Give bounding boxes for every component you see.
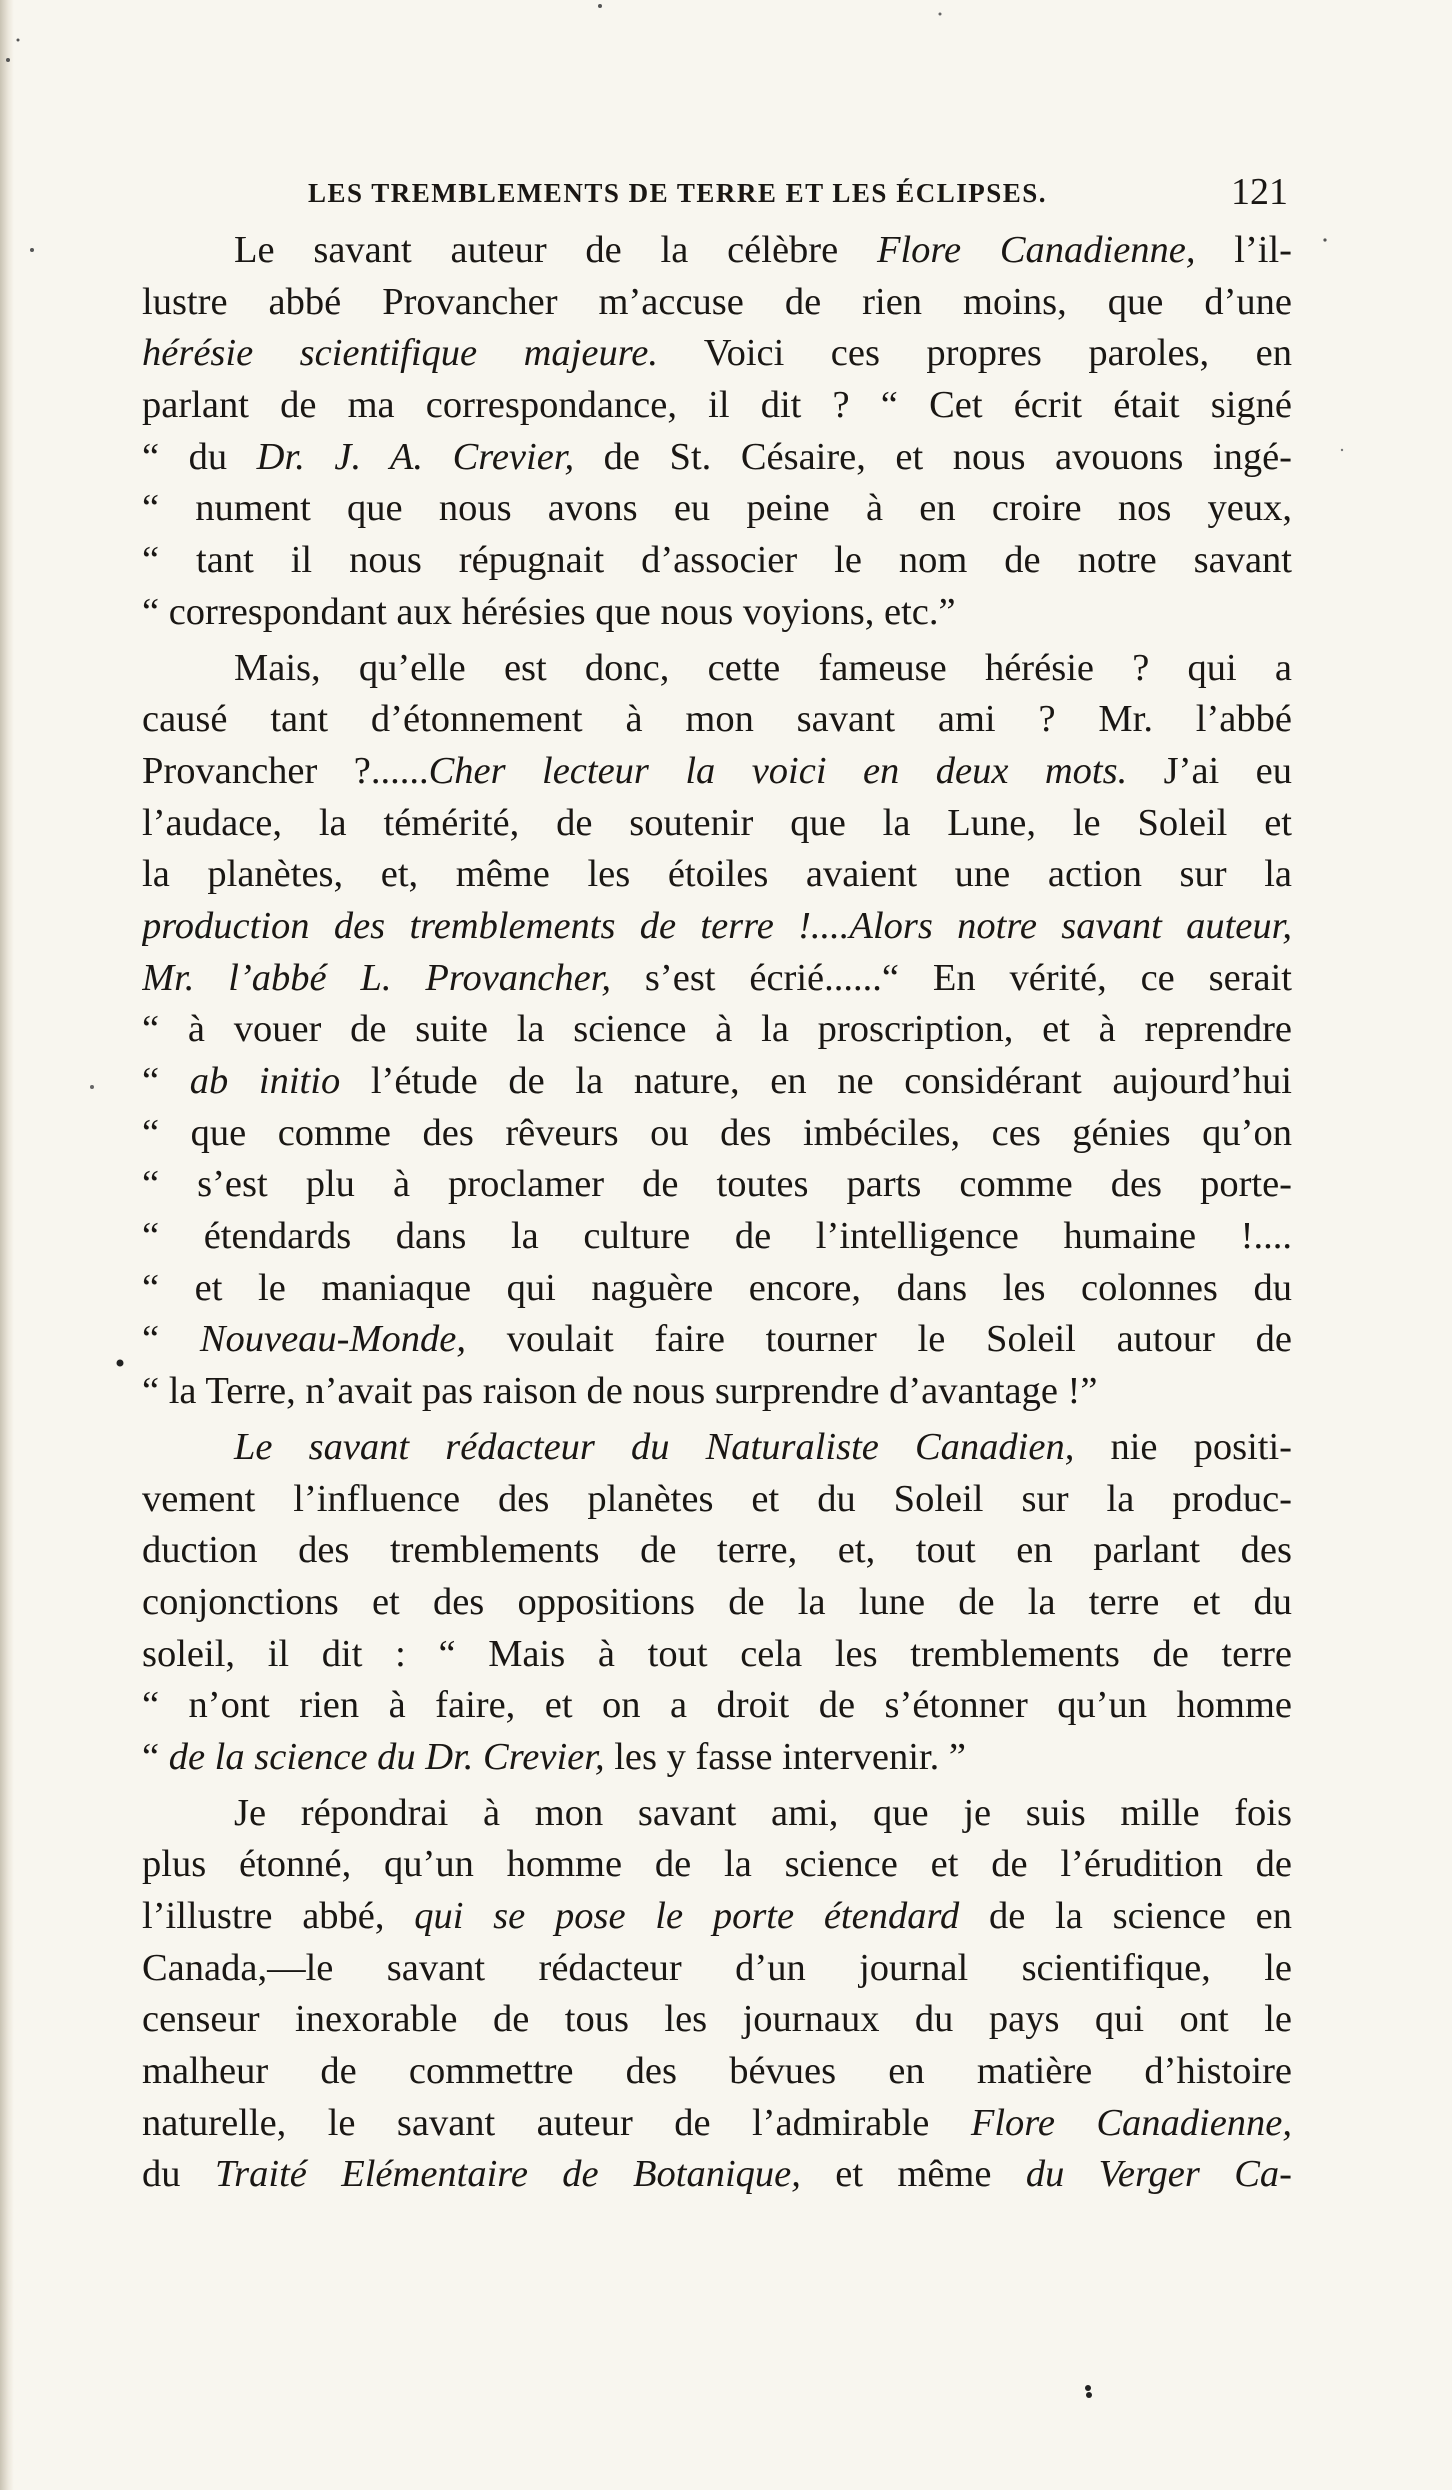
text-run: la planètes, et, même les étoiles avaient une action sur la xyxy=(142,853,1292,896)
italic-run: Flore Canadienne, xyxy=(970,2101,1292,2144)
text-line xyxy=(142,1159,1292,1211)
italic-run: hérésie scientifique majeure. xyxy=(142,332,658,375)
italic-run: ab initio xyxy=(189,1060,341,1102)
italic-run: de la science du Dr. Crevier, xyxy=(168,1735,605,1778)
text-line xyxy=(142,1263,1292,1315)
text-run: Provancher ?...... xyxy=(142,749,429,792)
text-run: Mais, qu’elle est donc, cette fameuse hérésie ? qui a xyxy=(234,646,1292,689)
paragraph xyxy=(142,643,1292,1418)
text-run: “ xyxy=(142,1735,169,1778)
text-line xyxy=(142,432,1292,484)
page-gutter-shadow xyxy=(0,0,14,2490)
text-run: causé tant d’étonnement à mon savant ami ? Mr. l’abbé xyxy=(142,698,1292,741)
italic-run: Dr. J. A. Crevier, xyxy=(256,435,575,478)
text-line xyxy=(142,1314,1292,1366)
text-line xyxy=(142,225,1292,277)
italic-run: Nouveau-Monde, xyxy=(199,1318,467,1361)
text-line xyxy=(142,1680,1292,1732)
text-run: “ du xyxy=(142,435,257,478)
text-run: s’est écrié......“ En vérité, ce serait xyxy=(611,956,1292,999)
text-line xyxy=(142,1004,1292,1056)
text-line xyxy=(142,1943,1292,1995)
text-run: de St. Césaire, et nous avouons ingé- xyxy=(574,435,1292,478)
text-run: malheur de commettre des bévues en matière d’histoire xyxy=(142,2050,1292,2093)
italic-run: Traité Elémentaire de Botanique, xyxy=(214,2153,801,2196)
text-run: “ correspondant aux hérésies que nous voyions, etc.” xyxy=(142,590,956,633)
text-run: les y fasse intervenir. ” xyxy=(604,1735,966,1778)
text-run: lustre abbé Provancher m’accuse de rien moins, que d’une xyxy=(142,280,1292,323)
text-line xyxy=(142,1839,1292,1891)
text-run: voulait faire tourner le Soleil autour de xyxy=(466,1318,1292,1361)
text-run: l’audace, la témérité, de soutenir que la Lune, le Soleil et xyxy=(142,801,1292,844)
text-run: Je répondrai à mon savant ami, que je suis mille fois xyxy=(234,1791,1292,1834)
text-run: “ nument que nous avons eu peine à en croire nos yeux, xyxy=(142,487,1292,530)
text-line xyxy=(142,483,1292,535)
text-line xyxy=(142,1891,1292,1943)
italic-run: qui se pose le porte étendard xyxy=(414,1895,960,1937)
text-run: plus étonné, qu’un homme de la science et de l’érudition de xyxy=(142,1843,1292,1886)
text-run: censeur inexorable de tous les journaux du pays qui ont le xyxy=(142,1998,1292,2041)
italic-run: Le savant rédacteur du Naturaliste Canadien, xyxy=(234,1425,1075,1468)
body-text xyxy=(142,225,1292,2201)
text-line xyxy=(142,1108,1292,1160)
text-run: l’il- xyxy=(1195,229,1292,271)
text-line xyxy=(142,1211,1292,1263)
text-run: “ xyxy=(142,1318,200,1361)
text-line xyxy=(142,1056,1292,1108)
text-line xyxy=(142,643,1292,695)
text-run: l’illustre abbé, xyxy=(142,1895,415,1937)
text-run: J’ai eu xyxy=(1127,749,1292,792)
text-line xyxy=(142,798,1292,850)
text-run: “ la Terre, n’avait pas raison de nous surprendre d’avantage !” xyxy=(142,1370,1098,1413)
italic-run: Cher lecteur la voici en deux mots. xyxy=(428,749,1128,792)
text-line xyxy=(142,1788,1292,1840)
text-line xyxy=(142,277,1292,329)
italic-run: Mr. l’abbé L. Provancher, xyxy=(142,956,612,999)
text-run: du xyxy=(142,2153,215,2196)
paragraph xyxy=(142,225,1292,639)
text-line xyxy=(142,1422,1292,1474)
text-line xyxy=(142,1629,1292,1681)
italic-run: Flore Canadienne, xyxy=(876,229,1196,271)
text-run: nie positi- xyxy=(1074,1425,1292,1468)
text-line xyxy=(142,1366,1292,1418)
text-run: “ tant il nous répugnait d’associer le nom de notre savant xyxy=(142,539,1292,582)
text-line xyxy=(142,380,1292,432)
italic-run: production des tremblements de terre !....Alors notre savant auteur, xyxy=(142,904,1292,947)
text-line xyxy=(142,694,1292,746)
text-run: “ n’ont rien à faire, et on a droit de s’étonner qu’un homme xyxy=(142,1684,1292,1727)
text-line xyxy=(142,1474,1292,1526)
text-run: vement l’influence des planètes et du Soleil sur la produc- xyxy=(142,1477,1292,1520)
text-line xyxy=(142,1732,1292,1784)
text-line xyxy=(142,1994,1292,2046)
text-line xyxy=(142,1577,1292,1629)
text-run: soleil, il dit : “ Mais à tout cela les tremblements de terre xyxy=(142,1632,1292,1675)
text-run: parlant de ma correspondance, il dit ? “ Cet écrit était signé xyxy=(142,384,1292,427)
text-run: et même xyxy=(800,2153,1026,2196)
text-line xyxy=(142,2046,1292,2098)
running-head xyxy=(308,170,1288,220)
text-run: duction des tremblements de terre, et, tout en parlant des xyxy=(142,1529,1292,1572)
page-number: 121 xyxy=(1231,171,1288,213)
text-run: “ étendards dans la culture de l’intelligence humaine !.... xyxy=(142,1215,1292,1258)
text-line xyxy=(142,587,1292,639)
text-line xyxy=(142,746,1292,798)
running-title: LES TREMBLEMENTS DE TERRE ET LES ÉCLIPSES. xyxy=(308,178,1048,208)
text-line xyxy=(142,953,1292,1005)
text-run: naturelle, le savant auteur de l’admirable xyxy=(142,2101,971,2144)
text-run: Le savant auteur de la célèbre xyxy=(234,229,877,271)
text-line xyxy=(142,2098,1292,2150)
text-run: Canada,—le savant rédacteur d’un journal scientifique, le xyxy=(142,1946,1292,1989)
text-line xyxy=(142,849,1292,901)
text-run: “ que comme des rêveurs ou des imbéciles, ces génies qu’on xyxy=(142,1111,1292,1154)
text-run: l’étude de la nature, en ne considérant aujourd’hui xyxy=(340,1060,1292,1102)
paragraph xyxy=(142,1788,1292,2202)
text-line xyxy=(142,1525,1292,1577)
paragraph xyxy=(142,1422,1292,1784)
italic-run: du Verger Ca- xyxy=(1025,2153,1292,2196)
text-line xyxy=(142,2149,1292,2201)
text-run: “ s’est plu à proclamer de toutes parts comme des porte- xyxy=(142,1163,1292,1206)
text-line xyxy=(142,535,1292,587)
text-run: de la science en xyxy=(959,1895,1292,1937)
text-run: conjonctions et des oppositions de la lune de la terre et du xyxy=(142,1580,1292,1623)
text-line xyxy=(142,328,1292,380)
text-line xyxy=(142,901,1292,953)
text-run: “ à vouer de suite la science à la proscription, et à reprendre xyxy=(142,1008,1292,1051)
text-run: “ xyxy=(142,1060,190,1102)
text-run: “ et le maniaque qui naguère encore, dans les colonnes du xyxy=(142,1266,1292,1309)
text-run: Voici ces propres paroles, en xyxy=(657,332,1292,375)
